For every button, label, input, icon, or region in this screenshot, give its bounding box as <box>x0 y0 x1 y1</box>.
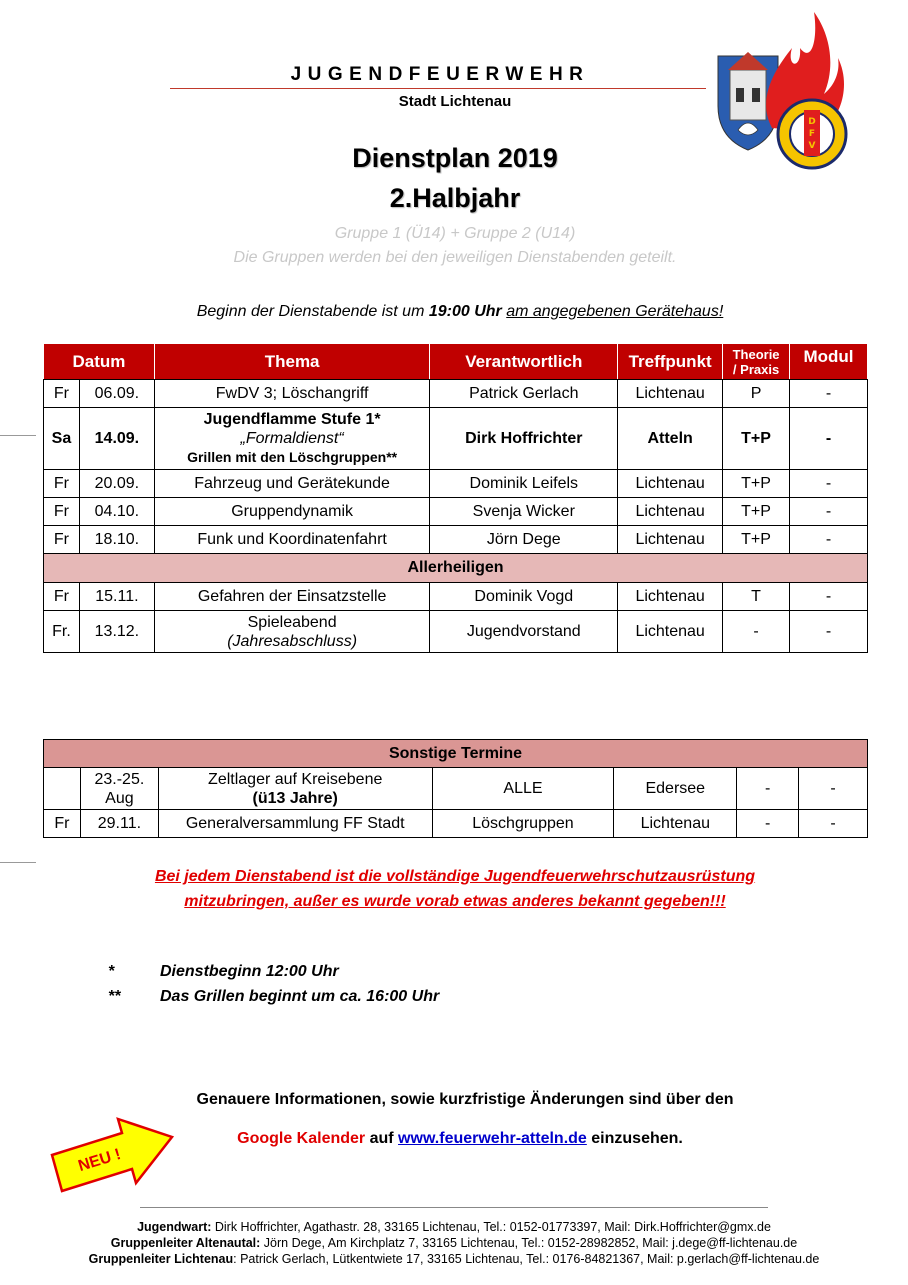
cell-theory-practice: T+P <box>723 526 790 554</box>
header-theory-practice: Theorie / Praxis <box>723 344 790 380</box>
topic-line: Zeltlager auf Kreisebene <box>208 770 383 788</box>
warning-line: mitzubringen, außer es wurde vorab etwas anderes bekannt gegeben!!! <box>184 893 726 910</box>
groups-line: Gruppe 1 (Ü14) + Gruppe 2 (U14) <box>334 225 576 242</box>
cell-date: 20.09. <box>79 470 154 498</box>
table-row <box>44 810 868 838</box>
footer-divider <box>140 1207 768 1208</box>
cell-responsible: Dominik Leifels <box>430 470 618 498</box>
cell-topic: Gefahren der Einsatzstelle <box>154 583 430 611</box>
margin-mark <box>0 435 36 436</box>
dfv-badge-icon <box>778 100 846 168</box>
cell-theory-practice: T <box>723 583 790 611</box>
footnote-text: Das Grillen beginnt um ca. 16:00 Uhr <box>160 988 440 1005</box>
cell-topic <box>158 768 432 810</box>
cell-date: 29.11. <box>80 810 158 838</box>
organization-title: JUGENDFEUERWEHR <box>290 64 590 85</box>
cell-theory-practice: T+P <box>723 498 790 526</box>
cell-date: 18.10. <box>79 526 154 554</box>
cell-date: 04.10. <box>79 498 154 526</box>
header-divider <box>170 88 706 89</box>
cell-place: Edersee <box>614 768 737 810</box>
cell-module: - <box>790 380 868 408</box>
footnote <box>108 988 608 1008</box>
table-row <box>44 611 868 653</box>
cell-day: Sa <box>44 408 80 470</box>
table-row <box>44 583 868 611</box>
page-subtitle: 2.Halbjahr <box>389 183 521 213</box>
cell-module: - <box>790 470 868 498</box>
contact-text: Jörn Dege, Am Kirchplatz 7, 33165 Lichtenau, Tel.: 0152-28982852, Mail: j.dege@ff-lichtenau.de <box>260 1236 798 1250</box>
cell-theory-practice: T+P <box>723 470 790 498</box>
cell-theory-practice: - <box>737 768 799 810</box>
cell-day: Fr <box>44 583 80 611</box>
topic-line: Grillen mit den Löschgruppen** <box>187 449 398 465</box>
contact-label: Jugendwart: <box>137 1220 212 1234</box>
cell-place: Lichtenau <box>618 583 723 611</box>
cell-place: Lichtenau <box>618 470 723 498</box>
header-date: Datum <box>44 344 155 380</box>
topic-line: (ü13 Jahre) <box>252 789 338 807</box>
contact-group-leader-altenautal <box>30 1236 878 1250</box>
section-row <box>44 554 868 583</box>
footnote-text: Dienstbeginn 12:00 Uhr <box>160 963 339 980</box>
cell-responsible: ALLE <box>432 768 614 810</box>
cell-date: 15.11. <box>79 583 154 611</box>
cell-module: - <box>790 498 868 526</box>
equipment-warning <box>80 864 830 914</box>
table-row <box>44 526 868 554</box>
info-calendar-line <box>160 1130 760 1148</box>
cell-module: - <box>790 583 868 611</box>
cell-topic: Gruppendynamik <box>154 498 430 526</box>
cell-date: 14.09. <box>79 408 154 470</box>
contact-group-leader-lichtenau <box>30 1252 878 1266</box>
table-row <box>44 470 868 498</box>
section-label: Allerheiligen <box>44 554 868 583</box>
date-line: 23.-25. <box>94 770 145 788</box>
cell-day: Fr. <box>44 611 80 653</box>
page-title: Dienstplan 2019 <box>352 143 558 173</box>
info-line: Genauere Informationen, sowie kurzfristige Änderungen sind über den <box>196 1091 734 1108</box>
table-row <box>44 498 868 526</box>
new-badge-label: NEU ! <box>76 1146 123 1176</box>
topic-line: „Formaldienst“ <box>240 430 344 447</box>
cell-theory-practice: T+P <box>723 408 790 470</box>
cell-topic: Fahrzeug und Gerätekunde <box>154 470 430 498</box>
contact-text: Dirk Hoffrichter, Agathastr. 28, 33165 Lichtenau, Tel.: 0152-01773397, Mail: Dirk.Hoffrichter@gmx.de <box>211 1220 771 1234</box>
cell-place: Lichtenau <box>618 526 723 554</box>
cell-day: Fr <box>44 498 80 526</box>
begin-note: Beginn der Dienstabende ist um 19:00 Uhr am angegebenen Gerätehaus! <box>196 303 724 320</box>
cell-topic: Funk und Koordinatenfahrt <box>154 526 430 554</box>
cell-date: 13.12. <box>79 611 154 653</box>
cell-responsible: Löschgruppen <box>432 810 614 838</box>
cell-day: Fr <box>44 470 80 498</box>
cell-module: - <box>799 768 868 810</box>
table-row <box>44 768 868 810</box>
cell-date: 06.09. <box>79 380 154 408</box>
cell-topic <box>154 408 430 470</box>
cell-module: - <box>790 526 868 554</box>
svg-text:F: F <box>808 129 816 139</box>
cell-place: Lichtenau <box>618 498 723 526</box>
warning-line: Bei jedem Dienstabend ist die vollständige Jugendfeuerwehrschutzausrüstung <box>154 868 756 885</box>
table-row <box>44 408 868 470</box>
svg-text:D: D <box>808 117 816 127</box>
cell-responsible: Jörn Dege <box>430 526 618 554</box>
header-responsible: Verantwortlich <box>430 344 618 380</box>
organization-subtitle: Stadt Lichtenau <box>398 93 512 110</box>
header-meeting-point: Treffpunkt <box>618 344 723 380</box>
other-dates-table <box>43 739 868 838</box>
cell-day: Fr <box>44 526 80 554</box>
cell-module: - <box>790 611 868 653</box>
cell-day: Fr <box>44 380 80 408</box>
svg-text:V: V <box>808 141 816 151</box>
website-link[interactable]: www.feuerwehr-atteln.de <box>398 1130 587 1147</box>
cell-module: - <box>799 810 868 838</box>
cell-date <box>80 768 158 810</box>
contact-youth-warden <box>30 1220 878 1234</box>
cell-responsible: Patrick Gerlach <box>430 380 618 408</box>
cell-theory-practice: - <box>737 810 799 838</box>
other-dates-title: Sonstige Termine <box>44 740 868 768</box>
groups-note: Die Gruppen werden bei den jeweiligen Dienstabenden geteilt. <box>233 249 677 266</box>
cell-responsible: Dominik Vogd <box>430 583 618 611</box>
table-row <box>44 380 868 408</box>
cell-day <box>44 768 81 810</box>
cell-responsible: Dirk Hoffrichter <box>430 408 618 470</box>
info-connector: auf <box>365 1130 399 1147</box>
footnote-marker: * <box>108 963 115 980</box>
date-line: Aug <box>105 789 134 807</box>
cell-place: Lichtenau <box>618 380 723 408</box>
cell-place: Lichtenau <box>614 810 737 838</box>
margin-mark <box>0 862 36 863</box>
cell-place: Lichtenau <box>618 611 723 653</box>
cell-place: Atteln <box>618 408 723 470</box>
topic-line: Spieleabend <box>247 613 337 631</box>
calendar-label: Google Kalender <box>237 1130 366 1147</box>
cell-topic: FwDV 3; Löschangriff <box>154 380 430 408</box>
cell-responsible: Jugendvorstand <box>430 611 618 653</box>
topic-line: (Jahresabschluss) <box>227 632 358 650</box>
cell-topic: Generalversammlung FF Stadt <box>158 810 432 838</box>
contact-label: Gruppenleiter Altenautal: <box>110 1236 261 1250</box>
cell-module: - <box>790 408 868 470</box>
cell-theory-practice: - <box>723 611 790 653</box>
contact-label: Gruppenleiter Lichtenau <box>88 1252 234 1266</box>
contact-text: : Patrick Gerlach, Lütkentwiete 17, 33165 Lichtenau, Tel.: 0176-84821367, Mail: p.gerlach@ff-lichtenau.de <box>233 1252 820 1266</box>
schedule-table <box>43 343 868 653</box>
other-dates-header-row <box>44 740 868 768</box>
header-module: Modul <box>790 344 868 380</box>
footnote <box>108 963 608 983</box>
cell-day: Fr <box>44 810 81 838</box>
cell-topic <box>154 611 430 653</box>
info-suffix: einzusehen. <box>586 1130 683 1147</box>
footnote-marker: ** <box>108 988 121 1005</box>
table-header-row <box>44 344 868 380</box>
cell-theory-practice: P <box>723 380 790 408</box>
header-topic: Thema <box>154 344 430 380</box>
cell-responsible: Svenja Wicker <box>430 498 618 526</box>
topic-line: Jugendflamme Stufe 1* <box>203 411 381 428</box>
